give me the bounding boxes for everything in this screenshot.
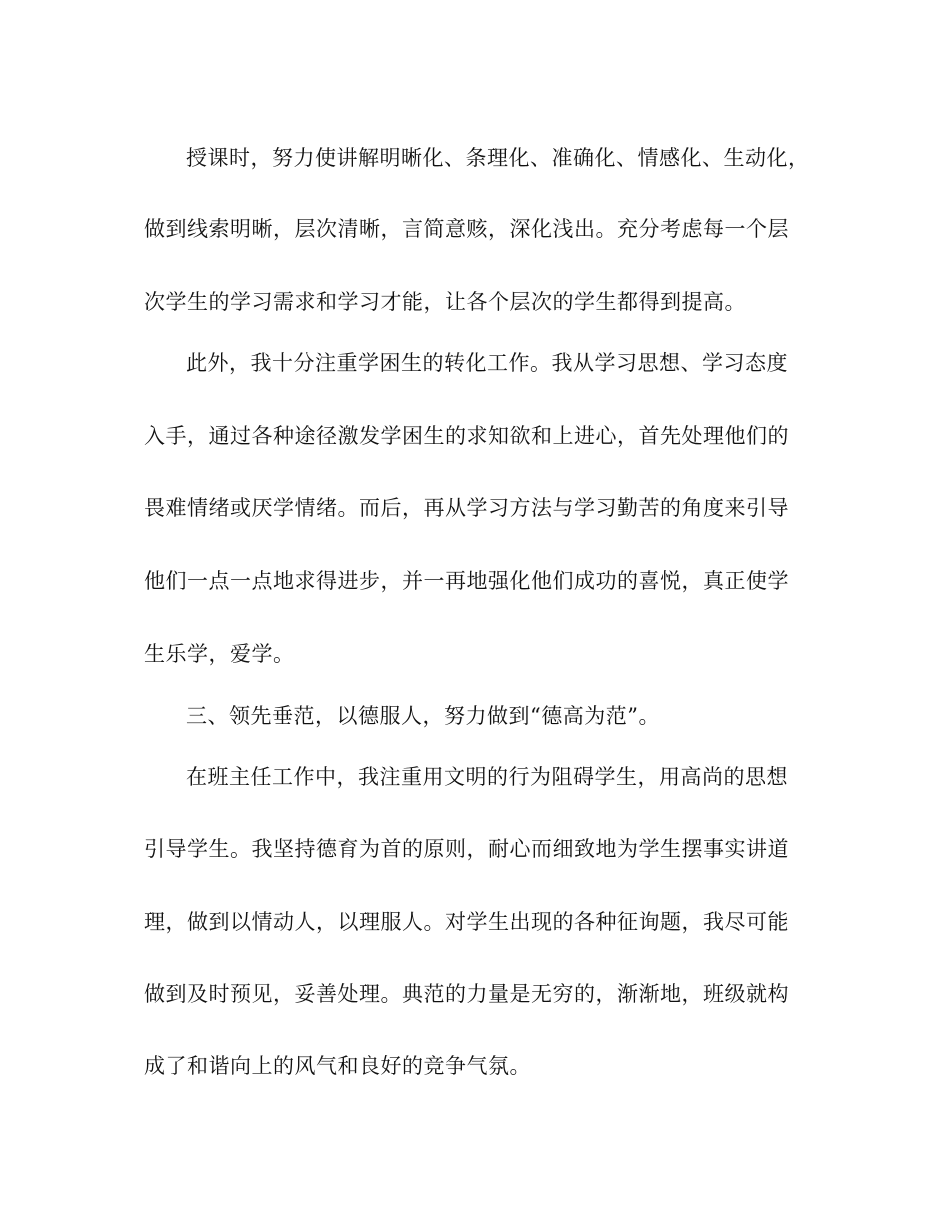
paragraph-2-line-4: 他们一点一点地求得进步，并一再地强化他们成功的喜悦，真正使学	[144, 569, 789, 593]
paragraph-3-line-4: 做到及时预见，妥善处理。典范的力量是无穷的，渐渐地，班级就构	[144, 982, 789, 1006]
paragraph-3-line-2: 引导学生。我坚持德育为首的原则，耐心而细致地为学生摆事实讲道	[144, 837, 789, 861]
paragraph-1-line-3: 次学生的学习需求和学习才能，让各个层次的学生都得到提高。	[144, 290, 746, 314]
paragraph-3-line-1: 在班主任工作中，我注重用文明的行为阻碍学生，用高尚的思想	[186, 765, 788, 789]
paragraph-3-line-3: 理，做到以情动人，以理服人。对学生出现的各种征询题，我尽可能	[144, 910, 789, 934]
paragraph-2-line-1: 此外，我十分注重学困生的转化工作。我从学习思想、学习态度	[186, 351, 788, 375]
section-heading: 三、领先垂范，以德服人，努力做到“德高为范”。	[186, 704, 660, 728]
paragraph-2-line-5: 生乐学，爱学。	[144, 642, 295, 666]
paragraph-1-line-1: 授课时，努力使讲解明晰化、条理化、准确化、情感化、生动化，	[186, 146, 810, 170]
paragraph-3-line-5: 成了和谐向上的风气和良好的竞争气氛。	[144, 1054, 531, 1078]
paragraph-2-line-3: 畏难情绪或厌学情绪。而后，再从学习方法与学习勤苦的角度来引导	[144, 496, 789, 520]
paragraph-1-line-2: 做到线索明晰，层次清晰，言简意赅，深化浅出。充分考虑每一个层	[144, 217, 789, 241]
paragraph-2-line-2: 入手，通过各种途径激发学困生的求知欲和上进心，首先处理他们的	[144, 424, 789, 448]
